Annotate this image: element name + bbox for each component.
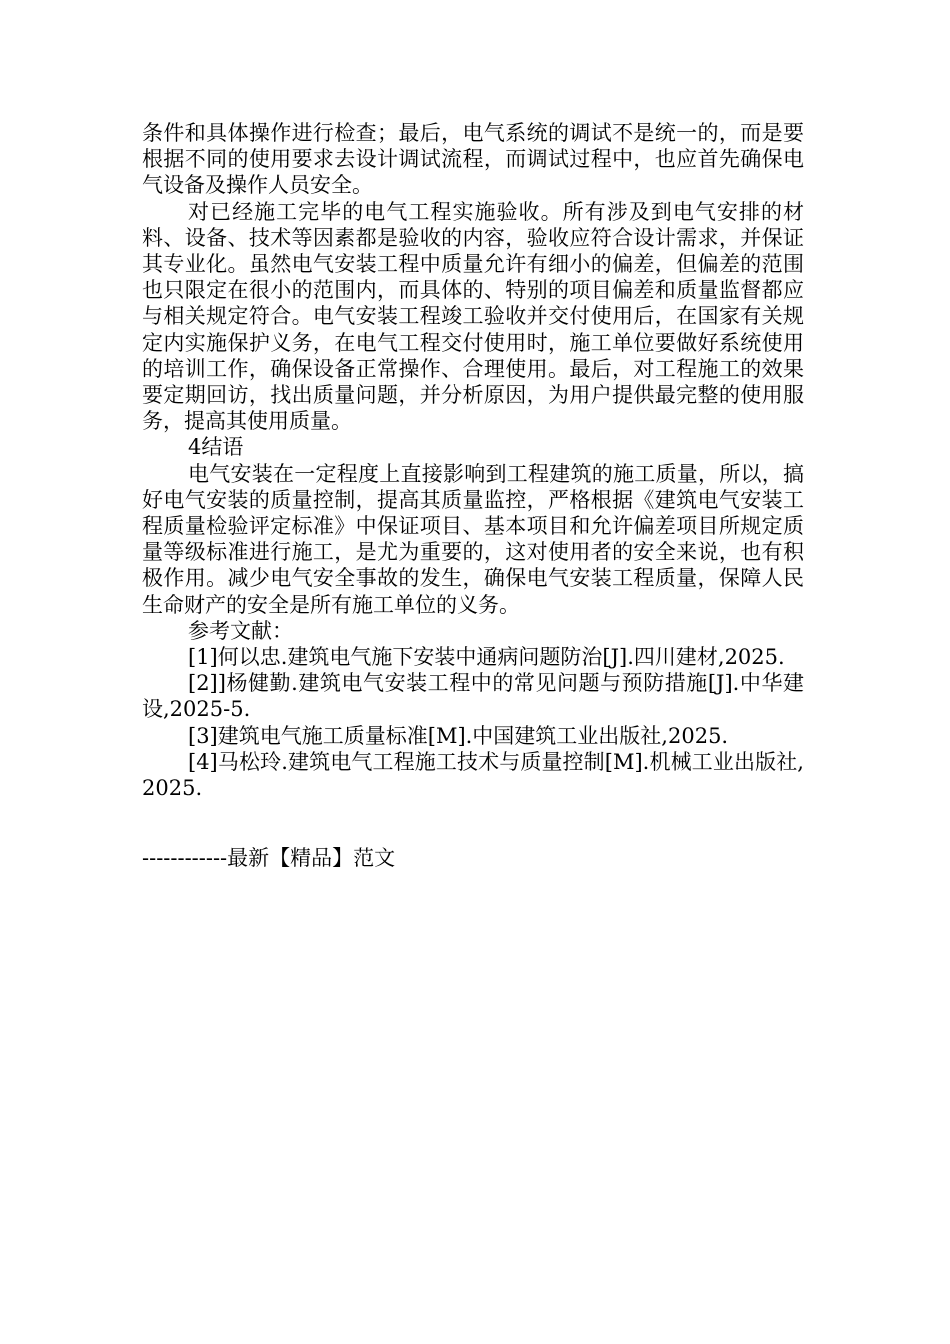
reference-item: [2]]杨健勤.建筑电气安装工程中的常见问题与预防措施[J].中华建设,2025-5. bbox=[142, 671, 804, 722]
reference-item: [1]何以忠.建筑电气施下安装中通病问题防治[J].四川建材,2025. bbox=[188, 645, 785, 670]
section-heading-conclusion: 4结语 bbox=[188, 435, 244, 460]
paragraph-conclusion: 电气安装在一定程度上直接影响到工程建筑的施工质量，所以，搞好电气安装的质量控制，提高其质量监控，严格根据《建筑电气安装工程质量检验评定标准》中保证项目、基本项目和允许偏差项目所规定质量等级标准进行施工，是尤为重要的，这对使用者的安全来说，也有积极作用。减少电气安全事故的发生，确保电气安装工程质量，保障人民生命财产的安全是所有施工单位的义务。 bbox=[142, 461, 804, 617]
reference-item: [3]建筑电气施工质量标准[M].中国建筑工业出版社,2025. bbox=[188, 723, 729, 748]
paragraph-inspection-continued: 条件和具体操作进行检查；最后，电气系统的调试不是统一的，而是要根据不同的使用要求去设计调试流程，而调试过程中，也应首先确保电气设备及操作人员安全。 bbox=[142, 121, 804, 198]
document-body bbox=[142, 120, 804, 801]
reference-item: [4]马松玲.建筑电气工程施工技术与质量控制[M].机械工业出版社,2025. bbox=[142, 749, 804, 801]
references-heading: 参考文献： bbox=[188, 618, 293, 643]
footer-tagline: ------------最新【精品】范文 bbox=[142, 846, 396, 870]
paragraph-acceptance: 对已经施工完毕的电气工程实施验收。所有涉及到电气安排的材料、设备、技术等因素都是验收的内容，验收应符合设计需求，并保证其专业化。虽然电气安装工程中质量允许有细小的偏差，但偏差的范围也只限定在很小的范围内，而具体的、特别的项目偏差和质量监督都应与相关规定符合。电气安装工程竣工验收并交付使用后，在国家有关规定内实施保护义务，在电气工程交付使用时，施工单位要做好系统使用的培训工作，确保设备正常操作、合理使用。最后，对工程施工的效果要定期回访，找出质量问题，并分析原因，为用户提供最完整的使用服务，提高其使用质量。 bbox=[142, 199, 804, 434]
